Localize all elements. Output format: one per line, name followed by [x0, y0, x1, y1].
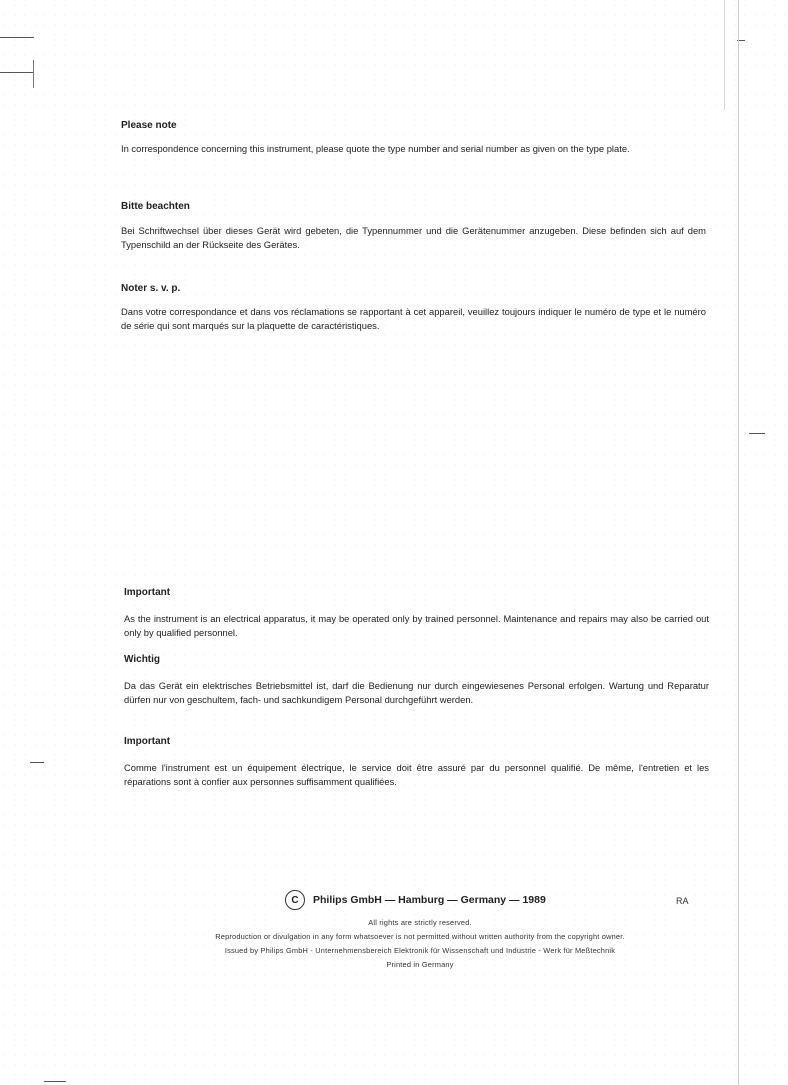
- scan-mark-left-vertical: [33, 60, 34, 88]
- rights-reserved: All rights are strictly reserved.: [368, 918, 472, 927]
- document-code: RA: [676, 896, 689, 906]
- section-heading-bitte-beachten: Bitte beachten: [121, 201, 190, 212]
- section-text-important-en: As the instrument is an electrical apparatus, it may be operated only by trained personnel. Maintenance and repairs may also be carried out only by qualified personnel.: [124, 613, 709, 638]
- section-heading-wichtig: Wichtig: [124, 654, 161, 665]
- section-text-bitte-beachten: Bei Schriftwechsel über dieses Gerät wird gebeten, die Typennummer und die Gerätenummer anzugeben. Diese befinden sich auf dem Typenschild an der Rückseite des Gerätes.: [121, 225, 706, 250]
- section-text-wichtig: Da das Gerät ein elektrisches Betriebsmittel ist, darf die Bedienung nur durch eingewiesenes Personal erfolgen. Wartung und Reparatur dürfen nur von geschultem, fach- und sachkundigem Personal durchgeführt werden.: [124, 680, 709, 705]
- issued-by: Issued by Philips GmbH - Unternehmensbereich Elektronik für Wissenschaft und Industrie - Werk für Meßtechnik: [224, 946, 616, 955]
- scan-mark-bottom-left: [44, 1081, 66, 1082]
- copyright-row: [285, 890, 546, 910]
- section-heading-noter: Noter s. v. p.: [121, 283, 181, 294]
- scan-mark-top-left-1: [0, 37, 34, 38]
- section-heading-important-en: Important: [124, 587, 171, 598]
- scan-mark-right-2: [749, 433, 765, 434]
- section-heading-please-note: Please note: [121, 120, 177, 131]
- section-text-noter: Dans votre correspondance et dans vos réclamations se rapportant à cet appareil, veuillez toujours indiquer le numéro de type et le numéro de série qui sont marqués sur la plaquette de caractéristiques.: [121, 306, 706, 331]
- scan-mark-mid-left: [30, 762, 44, 763]
- scan-mark-top-left-2: [0, 72, 34, 73]
- reproduction-notice: Reproduction or divulgation in any form whatsoever is not permitted without written authority from the copyright owner.: [215, 932, 625, 941]
- printed-in: Printed in Germany: [386, 960, 454, 969]
- section-text-please-note: In correspondence concerning this instrument, please quote the type number and serial number as given on the type plate.: [121, 143, 630, 154]
- scan-edge-right-far: [724, 0, 725, 110]
- copyright-icon: C: [285, 890, 305, 910]
- section-text-important-fr: Comme l'instrument est un équipement électrique, le service doit être assuré par du personnel qualifié. De même, l'entretien et les réparations sont à confier aux personnes suffisamment qualifiées.: [124, 762, 709, 787]
- section-heading-important-fr: Important: [124, 736, 171, 747]
- copyright-text: Philips GmbH — Hamburg — Germany — 1989: [313, 894, 546, 906]
